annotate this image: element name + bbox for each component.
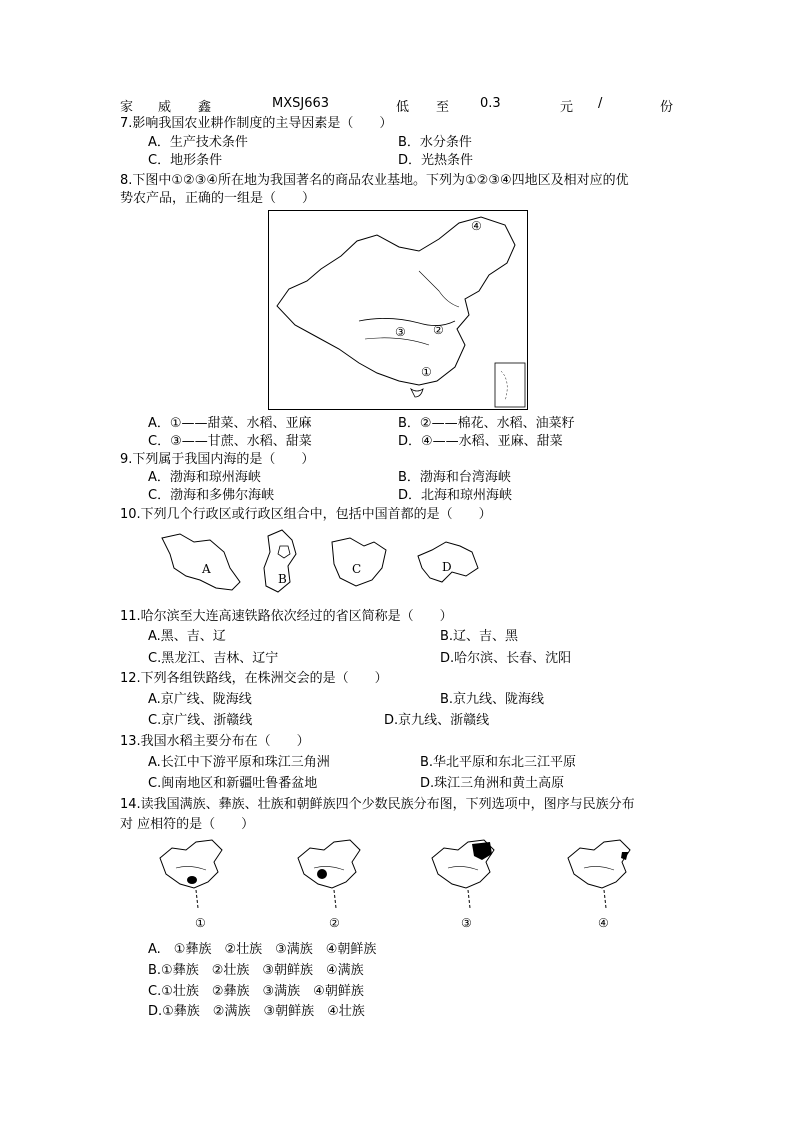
option-d: D.①彝族 ②满族 ③朝鲜族 ④壮族 (148, 1004, 365, 1019)
option-c: C.黑龙江、吉林、辽宁 (148, 651, 279, 666)
question-stem: 7.影响我国农业耕作制度的主导因素是（ ） (120, 116, 393, 131)
option-b: B.京九线、陇海线 (440, 692, 545, 707)
header-char: 份 (660, 100, 674, 115)
option-d: D．④——水稻、亚麻、甜菜 (398, 434, 563, 449)
question-stem: 14.读我国满族、彝族、壮族和朝鲜族四个少数民族分布图，下列选项中，图序与民族分布 (120, 797, 635, 812)
option-c: C．③——甘蔗、水稻、甜菜 (148, 434, 312, 449)
option-a: A.长江中下游平原和珠江三角洲 (148, 755, 330, 770)
header-char: 元 (560, 100, 574, 115)
ethnic-map-1 (156, 838, 226, 910)
outline-label-b: B (278, 572, 287, 586)
option-a: A．渤海和琼州海峡 (148, 470, 261, 485)
option-d: D．光热条件 (398, 153, 474, 168)
option-a: A.京广线、陇海线 (148, 692, 252, 707)
province-outlines (160, 528, 500, 600)
question-stem-cont: 对 应相符的是（ ） (120, 817, 255, 832)
option-a: A．生产技术条件 (148, 135, 248, 150)
question-stem: 13.我国水稻主要分布在（ ） (120, 734, 310, 749)
header-code: MXSJ663 (272, 96, 330, 111)
option-a: A. ①彝族 ②壮族 ③满族 ④朝鲜族 (148, 942, 377, 957)
map-number-3: ③ (461, 916, 472, 930)
china-map-figure (268, 210, 528, 410)
option-b: B．②——棉花、水稻、油菜籽 (398, 416, 575, 431)
option-c: C.京广线、浙赣线 (148, 713, 253, 728)
option-d: D.哈尔滨、长春、沈阳 (440, 651, 572, 666)
option-b: B.华北平原和东北三江平原 (420, 755, 577, 770)
option-b: B.①彝族 ②壮族 ③朝鲜族 ④满族 (148, 963, 364, 978)
option-c: C．地形条件 (148, 153, 223, 168)
outline-label-d: D (442, 560, 452, 574)
outline-label-c: C (352, 562, 362, 576)
option-a: A．①——甜菜、水稻、亚麻 (148, 416, 312, 431)
region-label-3: ③ (395, 325, 406, 339)
header-char: 家 (120, 100, 134, 115)
option-a: A.黑、吉、辽 (148, 629, 226, 644)
south-sea-inset (495, 363, 525, 407)
question-stem: 9.下列属于我国内海的是（ ） (120, 452, 315, 467)
map-number-2: ② (329, 916, 340, 930)
header-char: / (598, 96, 603, 111)
option-b: B．水分条件 (398, 135, 472, 150)
option-b: B．渤海和台湾海峡 (398, 470, 511, 485)
ethnic-map-3 (428, 838, 498, 910)
region-label-4: ④ (471, 219, 482, 233)
option-c: C．渤海和多佛尔海峡 (148, 488, 275, 503)
question-stem: 10.下列几个行政区或行政区组合中，包括中国首都的是（ ） (120, 507, 492, 522)
region-label-2: ② (433, 323, 444, 337)
option-d: D.珠江三角洲和黄土高原 (420, 776, 565, 791)
question-stem: 8.下图中①②③④所在地为我国著名的商品农业基地。下列为①②③④四地区及相对应的优 (120, 173, 629, 188)
option-c: C.闽南地区和新疆吐鲁番盆地 (148, 776, 318, 791)
option-d: D.京九线、浙赣线 (384, 713, 490, 728)
header-char: 鑫 (198, 100, 212, 115)
option-d: D．北海和琼州海峡 (398, 488, 513, 503)
option-b: B.辽、吉、黑 (440, 629, 519, 644)
region-label-1: ① (421, 365, 432, 379)
question-stem-cont: 势农产品，正确的一组是（ ） (120, 191, 316, 206)
option-c: C.①壮族 ②彝族 ③满族 ④朝鲜族 (148, 984, 364, 999)
header-char: 威 (158, 100, 172, 115)
ethnic-map-4 (564, 838, 634, 910)
ethnic-map-2 (294, 838, 364, 910)
outline-label-a: A (202, 562, 211, 576)
header-char: 至 (436, 100, 450, 115)
china-map (269, 211, 527, 409)
map-number-4: ④ (598, 916, 609, 930)
header-char: 低 (396, 100, 410, 115)
map-number-1: ① (195, 916, 206, 930)
question-stem: 12.下列各组铁路线，在株洲交会的是（ ） (120, 671, 388, 686)
header-price: 0.3 (480, 96, 501, 111)
question-stem: 11.哈尔滨至大连高速铁路依次经过的省区简称是（ ） (120, 609, 453, 624)
